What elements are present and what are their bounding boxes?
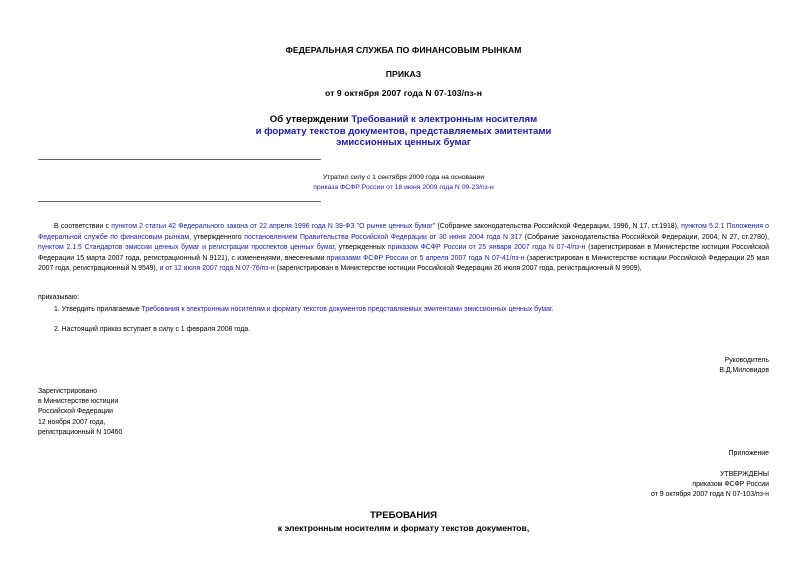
law-link[interactable]: пунктом 2 статьи 42 Федерального закона от 22 апреля 1996 года N 39-ФЗ "О рынке ценных бумаг"	[111, 223, 436, 230]
order-item-2: 2. Настоящий приказ вступает в силу с 1 февраля 2008 года.	[54, 326, 251, 333]
order-intro: приказываю:	[38, 294, 79, 301]
title-prefix: Об утверждении	[269, 114, 352, 125]
registration-line5: регистрационный N 10460	[38, 428, 123, 436]
appendix-label: Приложение	[728, 450, 769, 457]
document-type: ПРИКАЗ	[385, 69, 422, 79]
status-link[interactable]: приказа ФСФР России от 18 июня 2009 года N 09-23/пз-н	[313, 184, 494, 191]
resolution-link[interactable]: постановлением Правительства Российской Федерации от 30 июня 2004 года N 317	[244, 233, 523, 241]
registration-line3: Российской Федерации	[38, 408, 113, 416]
title-line2[interactable]: и формату текстов документов, представляемых эмитентами	[255, 125, 552, 137]
order-item-1	[54, 305, 554, 315]
order-07-76-link[interactable]: и от 12 июля 2007 года N 07-76/пз-н	[159, 265, 275, 273]
preamble-paragraph	[38, 222, 769, 275]
divider-bottom	[38, 201, 321, 202]
registration-line1: Зарегистрировано	[38, 388, 98, 395]
preamble-text-1: В соответствии с	[54, 223, 112, 230]
preamble-text-8: (зарегистрирован в Министерстве юстиции Российской Федерации 26 июля 2007 года, регистрационный N 9909),	[274, 265, 642, 273]
order-07-4-link[interactable]: приказом ФСФР России от 25 января 2007 года N 07-4/пз-н	[387, 244, 586, 252]
divider-top	[38, 159, 321, 160]
title-line3[interactable]: эмиссионных ценных бумаг	[336, 137, 471, 148]
order-07-41-link[interactable]: приказами ФСФР России от 5 апреля 2007 года N 07-41/пз-н	[326, 254, 525, 262]
requirements-link[interactable]: Требования к электронным носителям и формату текстов документов представляемых эмитентами эмиссионных ценных бумаг	[141, 306, 552, 313]
approval-block	[651, 470, 769, 501]
preamble-text-2: (Собрание законодательства Российской Федерации, 1996, N 17, ст.1918),	[435, 223, 682, 230]
requirements-subheading: к электронным носителям и формату текстов документов,	[277, 523, 530, 533]
agency-name: ФЕДЕРАЛЬНАЯ СЛУЖБА ПО ФИНАНСОВЫМ РЫНКАМ	[285, 45, 522, 55]
document-date-number: от 9 октября 2007 года N 07-103/пз-н	[324, 88, 482, 98]
signature-name: В.Д.Миловидов	[719, 367, 769, 375]
status-note	[0, 173, 807, 193]
approval-date: от 9 октября 2007 года N 07-103/пз-н	[651, 491, 769, 499]
item1-end: .	[551, 306, 554, 313]
approval-by: приказом ФСФР России	[692, 481, 769, 489]
status-line1: Утратил силу с 1 сентября 2009 года на основании	[322, 174, 485, 181]
document-title	[0, 114, 807, 149]
preamble-text-5: , утвержденных	[334, 244, 388, 252]
signature-position: Руководитель	[724, 357, 769, 364]
requirements-heading: ТРЕБОВАНИЯ	[369, 510, 438, 521]
preamble-text-4: (Собрание законодательства Российской Федерации, 2004, N 27, ст.2780),	[522, 233, 769, 241]
signature-block	[719, 356, 769, 376]
approval-heading: УТВЕРЖДЕНЫ	[720, 471, 769, 478]
regulation-link[interactable]: пунктом 5.2.1 Положения о Федеральной службе по финансовым рынкам	[38, 223, 770, 241]
preamble-text-3: , утвержденного	[189, 233, 245, 241]
registration-line4: 12 ноября 2007 года,	[38, 418, 106, 426]
preamble-text-7: (зарегистрирован в Министерстве юстиции Российской Федерации 25 мая 2007 года, регистрационный N 9549),	[38, 254, 769, 273]
preamble-text-6: (зарегистрирован в Министерстве юстиции Российской Федерации 15 марта 2007 года, регистрационный N 9121), с изменениями, внесенными	[38, 244, 769, 262]
item1-text: 1. Утвердить прилагаемые	[54, 306, 142, 313]
registration-block	[38, 387, 122, 438]
title-link[interactable]: Требований к электронным носителям	[351, 114, 538, 125]
standards-link[interactable]: пунктом 2.1.5 Стандартов эмиссии ценных бумаг и регистрации проспектов ценных бумаг	[38, 244, 335, 252]
registration-line2: в Министерстве юстиции	[38, 398, 119, 406]
